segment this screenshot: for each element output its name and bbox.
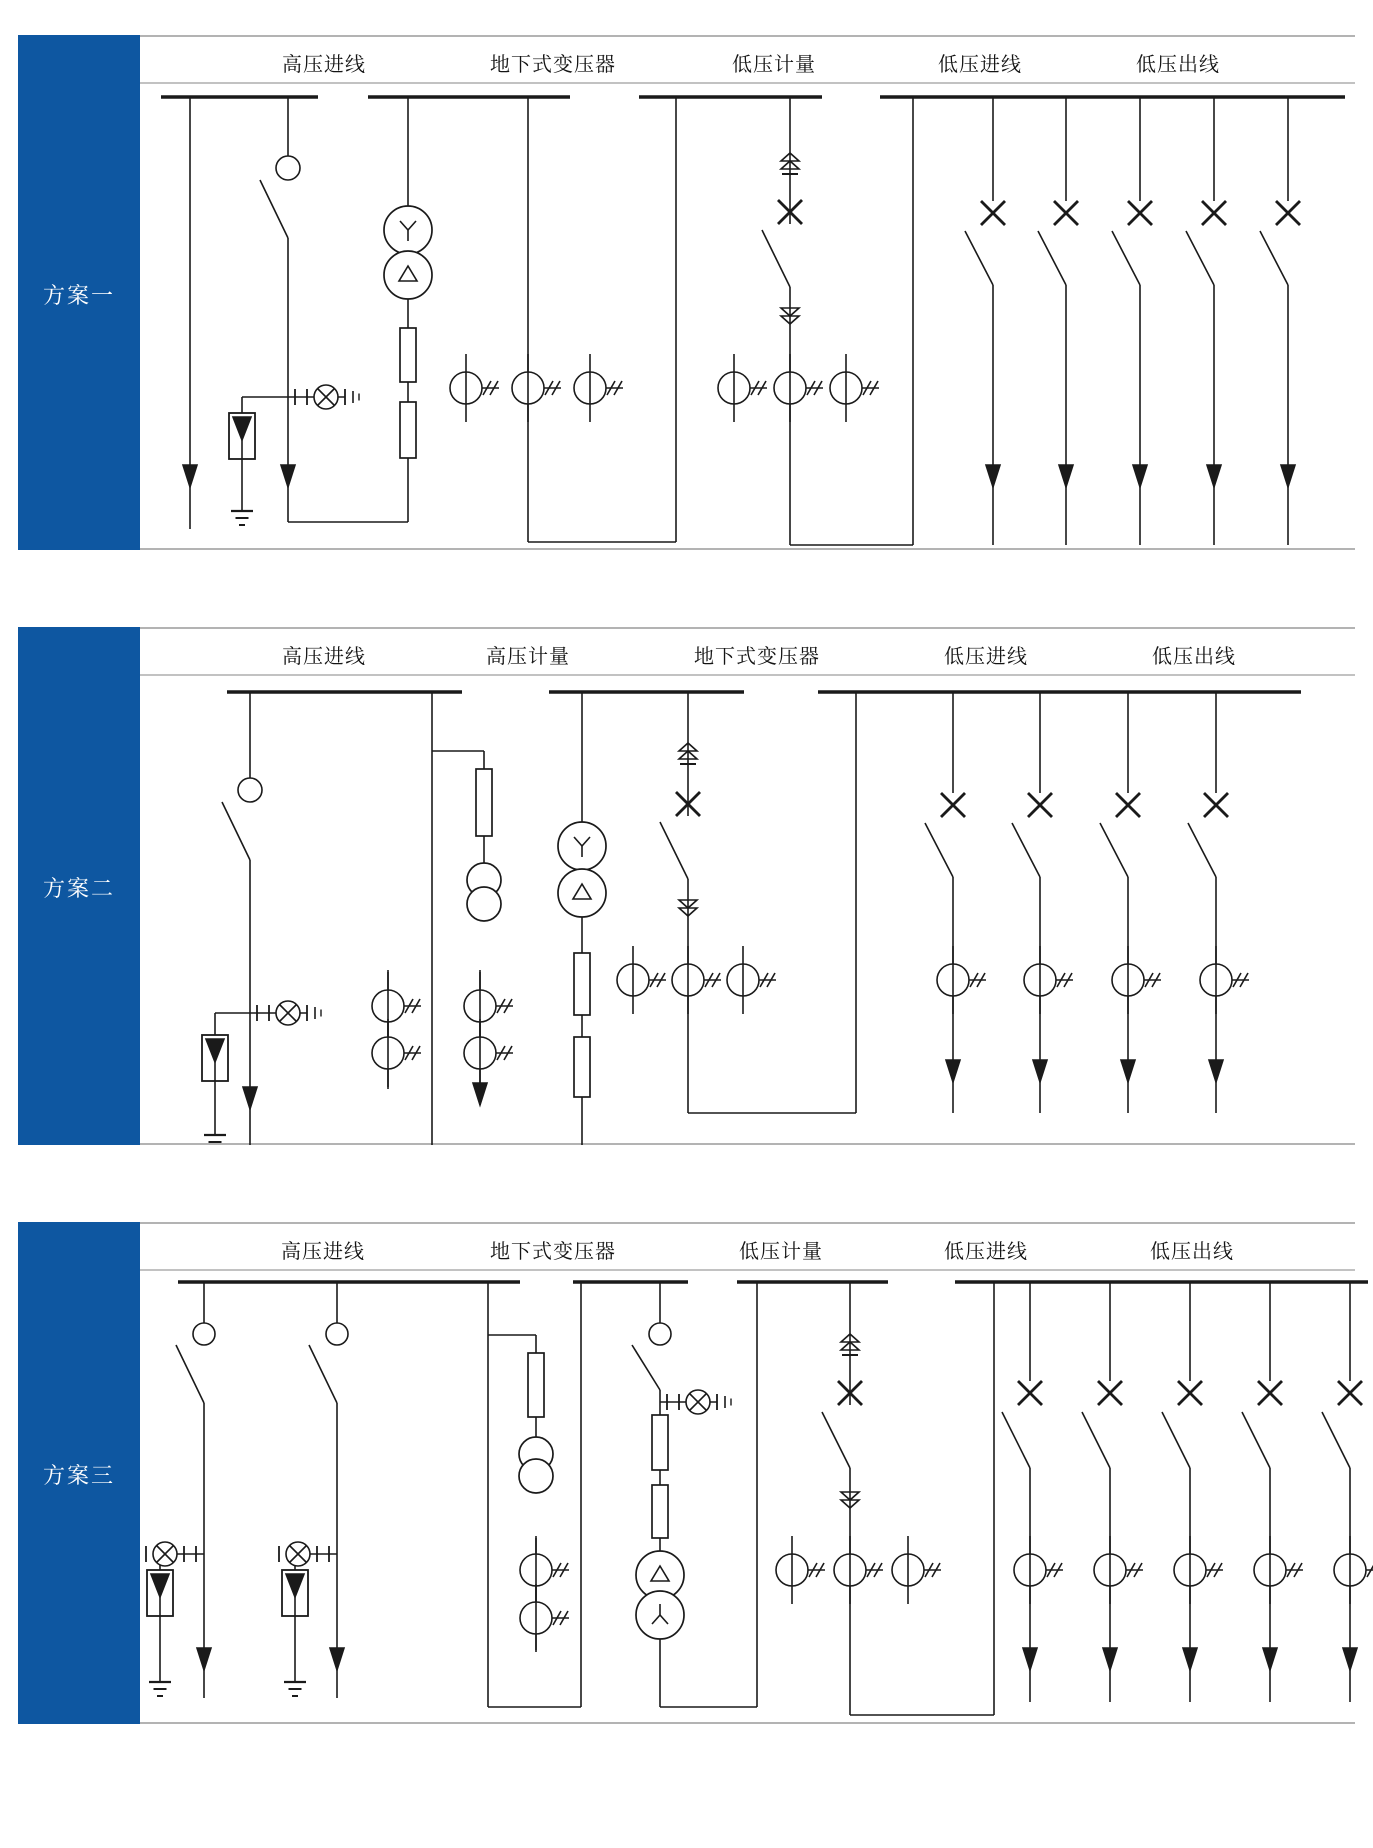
voltage-transformer-icon <box>519 1459 553 1493</box>
current-transformer-icon <box>1112 946 1161 1014</box>
current-transformer-icon <box>1334 1536 1373 1604</box>
disconnector-blade-icon <box>1002 1412 1030 1468</box>
disconnector-blade-icon <box>762 230 790 287</box>
switch-circle-icon <box>649 1323 671 1345</box>
wires <box>190 97 1288 545</box>
column-header-3-2: 地下式变压器 <box>490 1241 616 1263</box>
flow-arrow-icon <box>946 1060 960 1082</box>
flow-arrow-icon <box>1059 465 1073 487</box>
disconnector-blade-icon <box>222 802 250 860</box>
disconnector-blade-icon <box>822 1412 850 1468</box>
column-header-3-5: 低压出线 <box>1150 1241 1234 1263</box>
single-line-diagram-1 <box>0 35 1373 550</box>
fuse-icon <box>528 1353 544 1417</box>
current-transformer-icon <box>372 972 421 1040</box>
flow-arrow-icon <box>473 1083 487 1105</box>
circuit-breaker-x-icon <box>1028 793 1052 817</box>
current-transformer-icon <box>776 1536 825 1604</box>
column-header-2-5: 低压出线 <box>1152 646 1236 668</box>
current-transformer-icon <box>512 354 561 422</box>
switch-circle-icon <box>238 778 262 802</box>
current-transformer-icon <box>1024 946 1073 1014</box>
current-transformer-icon <box>834 1536 883 1604</box>
fuse-icon <box>652 1415 668 1470</box>
disconnector-blade-icon <box>260 180 288 238</box>
circuit-breaker-x-icon <box>1128 201 1152 225</box>
current-transformer-icon <box>520 1584 569 1652</box>
column-header-3-4: 低压进线 <box>944 1241 1028 1263</box>
current-transformer-icon <box>450 354 499 422</box>
scheme-label: 方案三 <box>42 1463 115 1488</box>
surge-arrester-icon <box>147 1570 173 1616</box>
flow-arrow-icon <box>1207 465 1221 487</box>
current-transformer-icon <box>617 946 666 1014</box>
switch-circle-icon <box>193 1323 215 1345</box>
current-transformer-icon <box>1174 1536 1223 1604</box>
disconnector-blade-icon <box>1038 231 1066 285</box>
disconnector-blade-icon <box>1082 1412 1110 1468</box>
disconnector-blade-icon <box>1012 823 1040 877</box>
scheme-label: 方案二 <box>42 876 115 901</box>
column-header-2-4: 低压进线 <box>944 646 1028 668</box>
flow-arrow-icon <box>1209 1060 1223 1082</box>
flow-arrow-icon <box>1121 1060 1135 1082</box>
disconnector-blade-icon <box>965 231 993 285</box>
fuse-icon <box>400 402 416 458</box>
current-transformer-icon <box>464 1019 513 1087</box>
surge-arrester-icon <box>229 413 255 459</box>
circuit-breaker-x-icon <box>1202 201 1226 225</box>
current-transformer-icon <box>718 354 767 422</box>
surge-arrester-icon <box>202 1035 228 1081</box>
disconnector-blade-icon <box>1260 231 1288 285</box>
fuse-icon <box>574 953 590 1015</box>
circuit-breaker-x-icon <box>1258 1381 1282 1405</box>
scheme-label: 方案一 <box>42 282 115 308</box>
disconnector-blade-icon <box>309 1345 337 1403</box>
circuit-breaker-x-icon <box>1018 1381 1042 1405</box>
current-transformer-icon <box>1254 1536 1303 1604</box>
disconnector-blade-icon <box>1242 1412 1270 1468</box>
current-transformer-icon <box>372 1019 421 1087</box>
column-header-2-2: 高压计量 <box>486 646 570 668</box>
column-header-2-1: 高压进线 <box>282 646 366 668</box>
circuit-breaker-x-icon <box>1178 1381 1202 1405</box>
flow-arrow-icon <box>1281 465 1295 487</box>
disconnector-blade-icon <box>1322 1412 1350 1468</box>
disconnector-blade-icon <box>176 1345 204 1403</box>
disconnector-blade-icon <box>1162 1412 1190 1468</box>
circuit-breaker-x-icon <box>1276 201 1300 225</box>
flow-arrow-icon <box>1023 1648 1037 1670</box>
flow-arrow-icon <box>1263 1648 1277 1670</box>
current-transformer-icon <box>937 946 986 1014</box>
disconnector-blade-icon <box>1186 231 1214 285</box>
charged-display-indicator-icon <box>288 385 359 409</box>
current-transformer-icon <box>830 354 879 422</box>
scheme-panel-3 <box>0 1222 1373 1724</box>
single-line-diagram-2 <box>0 627 1373 1145</box>
circuit-breaker-x-icon <box>1054 201 1078 225</box>
fuse-icon <box>574 1037 590 1097</box>
earth-icon <box>284 1682 306 1696</box>
disconnector-blade-icon <box>925 823 953 877</box>
column-header-3-1: 高压进线 <box>281 1241 365 1263</box>
transformer-winding-icon <box>558 869 606 917</box>
flow-arrow-icon <box>1103 1648 1117 1670</box>
fuse-icon <box>652 1485 668 1538</box>
current-transformer-icon <box>1014 1536 1063 1604</box>
flow-arrow-icon <box>1033 1060 1047 1082</box>
disconnector-blade-icon <box>1112 231 1140 285</box>
disconnector-blade-icon <box>1100 823 1128 877</box>
column-header-1-3: 低压计量 <box>732 54 816 76</box>
flow-arrow-icon <box>1183 1648 1197 1670</box>
current-transformer-icon <box>727 946 776 1014</box>
column-header-1-2: 地下式变压器 <box>490 54 616 76</box>
current-transformer-icon <box>774 354 823 422</box>
current-transformer-icon <box>672 946 721 1014</box>
flow-arrow-icon <box>243 1087 257 1109</box>
circuit-breaker-x-icon <box>1338 1381 1362 1405</box>
circuit-breaker-x-icon <box>1116 793 1140 817</box>
flow-arrow-icon <box>330 1648 344 1670</box>
transformer-winding-icon <box>558 822 606 870</box>
earth-icon <box>204 1135 226 1145</box>
flow-arrow-icon <box>197 1648 211 1670</box>
current-transformer-icon <box>1094 1536 1143 1604</box>
scheme-panel-2 <box>0 627 1373 1145</box>
column-header-3-3: 低压计量 <box>739 1241 823 1263</box>
current-transformer-icon <box>1200 946 1249 1014</box>
charged-display-indicator-icon <box>250 1001 321 1025</box>
transformer-winding-icon <box>384 251 432 299</box>
flow-arrow-icon <box>1343 1648 1357 1670</box>
voltage-transformer-icon <box>467 887 501 921</box>
fuse-icon <box>400 328 416 382</box>
disconnector-blade-icon <box>1188 823 1216 877</box>
scheme-panel-1 <box>0 35 1373 550</box>
transformer-winding-icon <box>636 1591 684 1639</box>
disconnector-blade-icon <box>632 1345 660 1390</box>
flow-arrow-icon <box>281 465 295 487</box>
switch-circle-icon <box>326 1323 348 1345</box>
column-header-1-1: 高压进线 <box>282 54 366 76</box>
circuit-breaker-x-icon <box>941 793 965 817</box>
column-header-2-3: 地下式变压器 <box>694 646 820 668</box>
transformer-winding-icon <box>384 206 432 254</box>
charged-display-indicator-icon <box>660 1390 731 1414</box>
current-transformer-icon <box>574 354 623 422</box>
disconnector-blade-icon <box>660 822 688 879</box>
column-header-1-5: 低压出线 <box>1136 54 1220 76</box>
earth-icon <box>149 1682 171 1696</box>
circuit-breaker-x-icon <box>1098 1381 1122 1405</box>
single-line-diagram-3 <box>0 1222 1373 1724</box>
circuit-breaker-x-icon <box>981 201 1005 225</box>
switch-circle-icon <box>276 156 300 180</box>
flow-arrow-icon <box>183 465 197 487</box>
current-transformer-icon <box>464 972 513 1040</box>
surge-arrester-icon <box>282 1570 308 1616</box>
flow-arrow-icon <box>986 465 1000 487</box>
current-transformer-icon <box>892 1536 941 1604</box>
earth-icon <box>231 511 253 525</box>
fuse-icon <box>476 769 492 836</box>
circuit-breaker-x-icon <box>1204 793 1228 817</box>
flow-arrow-icon <box>1133 465 1147 487</box>
wires <box>215 692 1216 1145</box>
column-header-1-4: 低压进线 <box>938 54 1022 76</box>
current-transformer-icon <box>520 1536 569 1604</box>
